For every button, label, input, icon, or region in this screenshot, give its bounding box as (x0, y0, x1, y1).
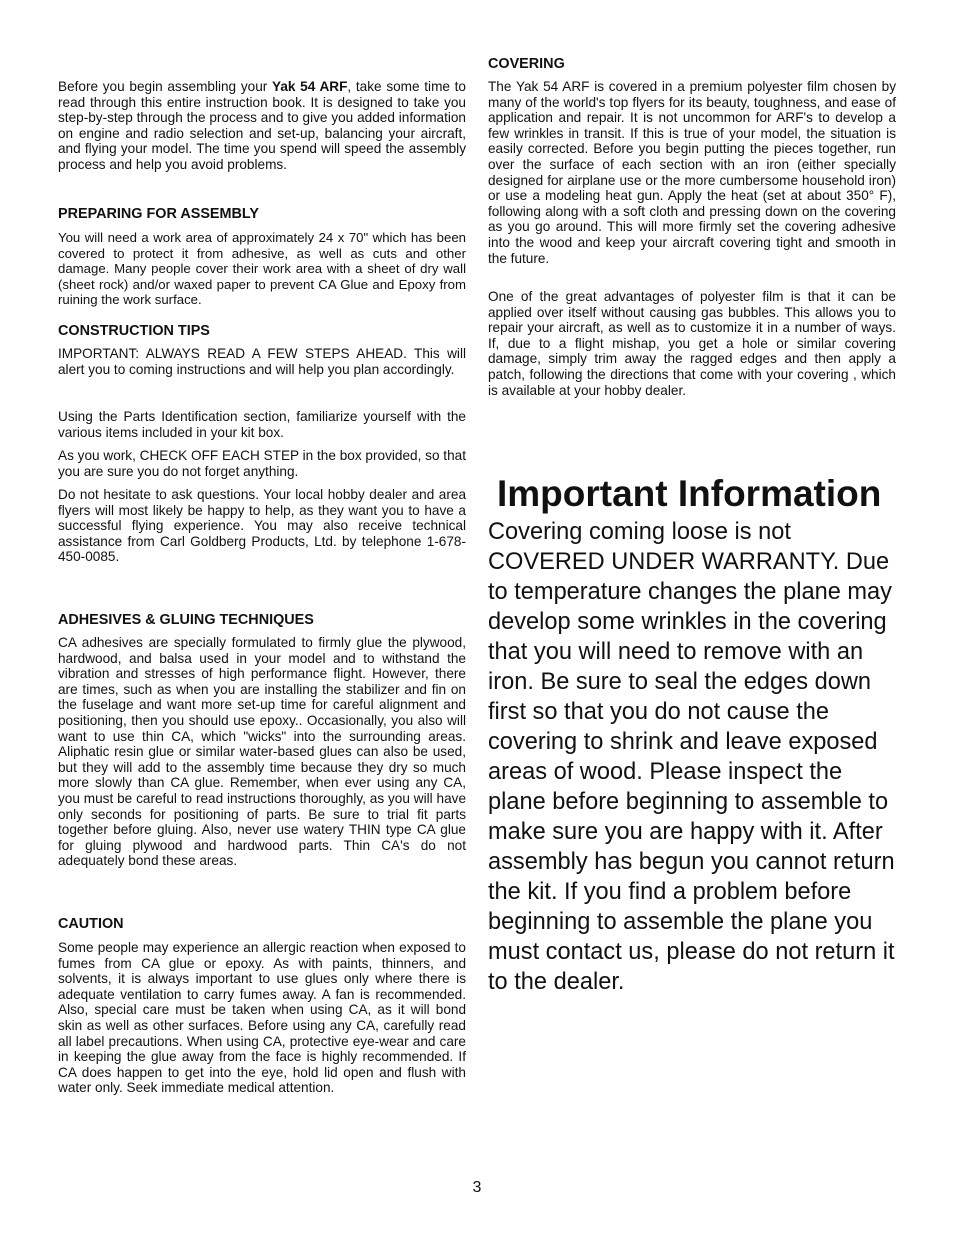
intro-paragraph (58, 79, 466, 173)
important-information-title: Important Information (497, 473, 882, 514)
adhesives-heading: ADHESIVES & GLUING TECHNIQUES (58, 612, 314, 628)
caution-heading: CAUTION (58, 916, 124, 932)
covering-paragraph-2: One of the great advantages of polyester film is that it can be applied over itself without causing gas bubbles. This allows you to repair your aircraft, as well as to customize it in a number of ways. If, due to a flight mishap, you get a hole or similar covering damage, simply trim away the ragged edges and then apply a patch, following the directions that come with your covering , which is available at your hobby dealer. (488, 289, 896, 398)
important-information-text: Covering coming loose is not COVERED UNDER WARRANTY. Due to temperature changes the plane may develop some wrinkles in the covering that you will need to remove with an iron. Be sure to seal the edges down first so that you do not cause the covering to shrink and leave exposed areas of wood. Please inspect the plane before beginning to assemble to make sure you are happy with it. After assembly has begun you cannot return the kit. If you find a problem before beginning to assemble the plane you must contact us, please do not return it to the dealer. (488, 519, 895, 995)
construction-tip-3: As you work, CHECK OFF EACH STEP in the box provided, so that you are sure you do not forget anything. (58, 448, 466, 479)
adhesives-text: CA adhesives are specially formulated to firmly glue the plywood, hardwood, and balsa used in your model and to withstand the vibration and stresses of high performance flight. However, there are times, such as when you are installing the stabilizer and fin on the fuselage and want more set-up time for careful alignment and positioning, then you should use epoxy.. Occasionally, you also will want to use thin CA, which "wicks" into the surrounding areas. Aliphatic resin glue or similar water-based glues can also be used, but they will add to the assembly time because they dry so much more slowly than CA glue. Remember, when ever using any CA, you must be careful to read instructions thoroughly, as you will have only seconds for positioning of parts. Be sure to trial fit parts together before gluing. Also, never use watery THIN type CA glue for gluing plywood and hardwood parts. Thin CA's do not adequately bond these areas. (58, 635, 466, 869)
caution-text: Some people may experience an allergic reaction when exposed to fumes from CA glue or epoxy. As with paints, thinners, and solvents, it is always important to use glues only where there is adequate ventilation to carry fumes away. A fan is recommended. Also, special care must be taken when using CA, as it will bond skin as well as other surfaces. Before using any CA, carefully read all label precautions. When using CA, protective eye-wear and care in keeping the glue away from the face is highly recommended. If CA does happen to get into the eye, hold lid open and flush with water only. Seek immediate medical attention. (58, 940, 466, 1096)
covering-heading: COVERING (488, 56, 565, 72)
covering-paragraph-1: The Yak 54 ARF is covered in a premium polyester film chosen by many of the world's top flyers for its beauty, toughness, and ease of application and repair. It is not uncommon for ARF's to develop a few wrinkles in transit. If this is true of your model, the situation is easily corrected. Before you begin putting the pieces together, run over the surface of each section with an iron (either specially designed for airplane use or the more cumbersome household iron) or use a modeling heat gun. Apply the heat (set at about 350° F), following along with a soft cloth and pressing down on the covering as you go around. This will more firmly set the covering adhesive into the wood and keep your aircraft covering tight and smooth in the future. (488, 79, 896, 266)
construction-tip-4: Do not hesitate to ask questions. Your local hobby dealer and area flyers will most likely be happy to help, as they want you to have a successful flying experience. You may also receive technical assistance from Carl Goldberg Products, Ltd. by telephone 1-678-450-0085. (58, 487, 466, 565)
intro-text-before: Before you begin assembling your (58, 79, 272, 94)
construction-tip-1: IMPORTANT: ALWAYS READ A FEW STEPS AHEAD. This will alert you to coming instructions and will help you plan accordingly. (58, 346, 466, 377)
construction-heading: CONSTRUCTION TIPS (58, 323, 210, 339)
preparing-text: You will need a work area of approximately 24 x 70" which has been covered to protect it from adhesive, as well as cuts and other damage. Many people cover their work area with a sheet of dry wall (sheet rock) and/or waxed paper to prevent CA Glue and Epoxy from ruining the work surface. (58, 230, 466, 308)
page-number: 3 (472, 1179, 482, 1196)
intro-text-after: , take some time to read through this entire instruction book. It is designed to take you step-by-step through the process and to give you added information on engine and radio selection and set-up, balancing your aircraft, and flying your model. The time you spend will speed the assembly process and help you avoid problems. (58, 79, 466, 172)
preparing-heading: PREPARING FOR ASSEMBLY (58, 206, 259, 222)
product-name: Yak 54 ARF (272, 79, 348, 94)
construction-tip-2: Using the Parts Identification section, familiarize yourself with the various items included in your kit box. (58, 409, 466, 440)
